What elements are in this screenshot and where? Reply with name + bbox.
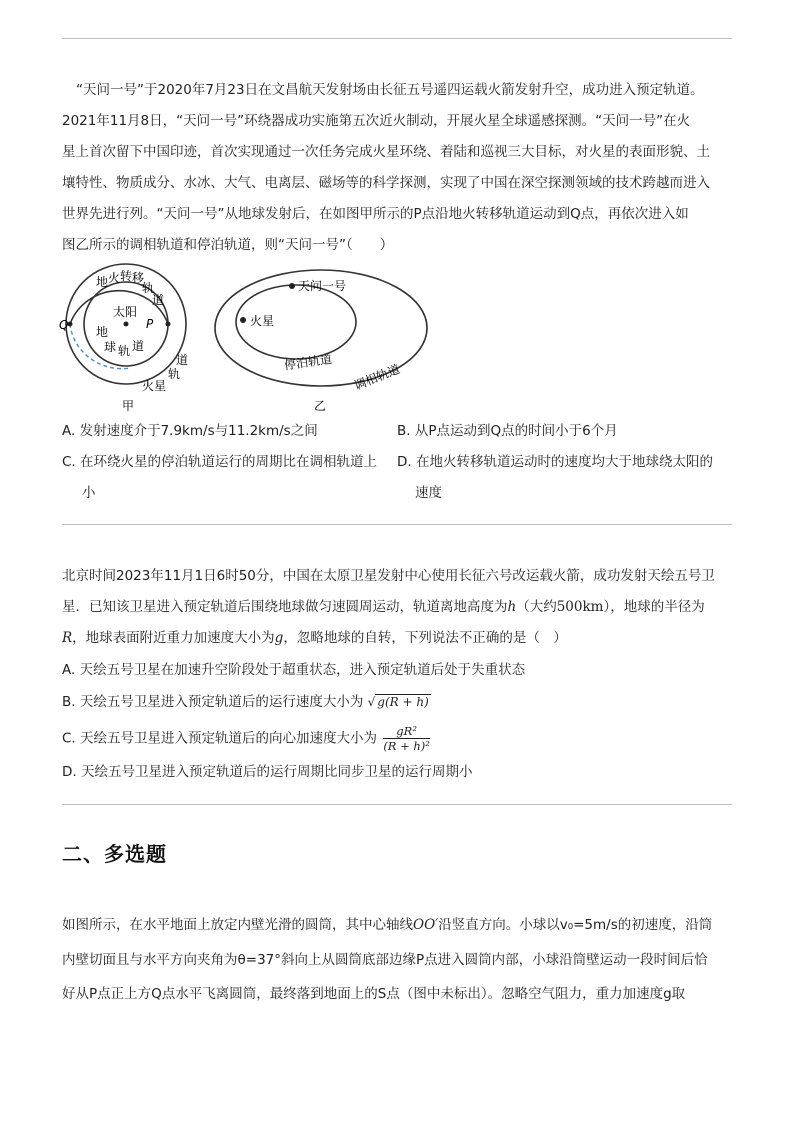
transfer-char-1: 地	[96, 275, 109, 289]
mars-char-2: 轨	[168, 367, 181, 381]
q2-option-a[interactable]: A. 天绘五号卫星在加速升空阶段处于超重状态，进入预定轨道后处于失重状态	[62, 662, 526, 678]
q1-option-d-line-1[interactable]: D. 在地火转移轨道运动时的速度均大于地球绕太阳的	[397, 454, 713, 470]
q2-line-3-text-b: ，忽略地球的自转，下列说法不正确的是（ ）	[283, 630, 567, 646]
figure-yi	[210, 268, 435, 416]
q2-option-c-fraction	[383, 724, 430, 753]
q2-line-2	[62, 597, 705, 617]
q1-line-3: 星上首次留下中国印迹，首次实现通过一次任务完成火星环绕、着陆和巡视三大目标，对火星的表面形貌、土	[62, 144, 710, 160]
q2-line-2-text-c: ），地球的半径为	[603, 599, 705, 615]
q2-option-b-sqrt: √ g(R + h)	[367, 695, 429, 709]
transfer-char-3: 转	[120, 269, 133, 283]
transfer-char-4: 移	[132, 271, 145, 285]
q2-height-symbol: h	[507, 599, 517, 615]
earth-char-2: 球	[104, 340, 117, 354]
point-q-label: Q	[59, 318, 69, 332]
sun-label: 太阳	[113, 305, 138, 319]
q2-gravity-symbol: g	[274, 630, 284, 646]
probe-dot	[289, 283, 295, 289]
q2-option-b[interactable]	[62, 692, 431, 712]
q2-line-2-text-a: 星．已知该卫星进入预定轨道后围绕地球做匀速圆周运动，轨道离地高度为	[62, 599, 508, 615]
q2-radius-symbol: R	[62, 630, 73, 646]
top-divider	[62, 38, 732, 39]
q2-option-b-radicand: g(R + h)	[377, 695, 429, 709]
q1-line-6: 图乙所示的调相轨道和停泊轨道，则“天问一号”（ ）	[62, 237, 394, 253]
q2-option-c-denominator: (R + h)²	[383, 739, 430, 753]
point-p-label: P	[146, 317, 154, 331]
q1-option-b[interactable]: B. 从P点运动到Q点的时间小于6个月	[397, 423, 618, 439]
q2-option-d[interactable]: D. 天绘五号卫星进入预定轨道后的运行周期比同步卫星的运行周期小	[62, 764, 473, 780]
point-p-dot	[166, 322, 171, 327]
transfer-char-2: 火	[108, 271, 121, 285]
q1-option-c-line-1[interactable]: C. 在环绕火星的停泊轨道运行的周期比在调相轨道上	[62, 454, 378, 470]
earth-char-3: 轨	[118, 344, 131, 358]
q1-line-1: “天问一号”于2020年7月23日在文昌航天发射场由长征五号遥四运载火箭发射升空，成功进入预定轨道。	[76, 82, 704, 98]
q3-axis-symbol: OO′	[413, 917, 439, 933]
mars-dot	[240, 317, 246, 323]
figure-yi-caption: 乙	[314, 399, 327, 413]
q3-line-1	[62, 915, 712, 935]
q2-option-c-numerator: gR²	[383, 724, 430, 739]
mars-label: 火星	[250, 314, 275, 328]
q2-line-2-text-b: （大约	[516, 599, 557, 615]
sun-dot	[124, 322, 129, 327]
earth-char-4: 道	[132, 339, 145, 353]
parking-label: 停泊轨道	[283, 352, 333, 373]
q2-option-c[interactable]	[62, 724, 430, 753]
q2-option-b-text: B. 天绘五号卫星进入预定轨道后的运行速度大小为	[62, 694, 364, 710]
q1-option-c-line-2[interactable]: 小	[82, 485, 96, 501]
q3-line-1-text-b: 沿竖直方向。小球以v₀=5m/s的初速度，沿筒	[438, 917, 713, 933]
transfer-char-5: 轨	[142, 281, 155, 295]
q1-option-a[interactable]: A. 发射速度介于7.9km/s与11.2km/s之间	[62, 423, 318, 439]
figure-jia	[60, 262, 200, 414]
phasing-label: 调相轨道	[352, 361, 402, 393]
divider-1	[62, 524, 732, 525]
probe-label: 天问一号	[298, 279, 347, 293]
transfer-char-6: 道	[152, 293, 165, 307]
q2-line-3	[62, 628, 567, 648]
q2-option-c-text: C. 天绘五号卫星进入预定轨道后的向心加速度大小为	[62, 730, 378, 747]
q1-line-2: 2021年11月8日，“天问一号”环绕器成功实施第五次近火制动，开展火星全球遥感探测。“天问一号”在火	[62, 113, 691, 129]
mars-char-3: 火星	[142, 379, 167, 393]
q1-line-4: 壤特性、物质成分、水冰、大气、电离层、磁场等的科学探测，实现了中国在深空探测领域的技术跨越而进入	[62, 175, 710, 191]
divider-2	[62, 804, 732, 805]
q3-line-3: 好从P点正上方Q点水平飞离圆筒，最终落到地面上的S点（图中未标出）。忽略空气阻力，重力加速度g取	[62, 986, 686, 1002]
section-title: 二、多选题	[62, 842, 167, 866]
q3-line-2: 内壁切面且与水平方向夹角为θ=37°斜向上从圆筒底部边缘P点进入圆筒内部，小球沿筒壁运动一段时间后恰	[62, 952, 708, 968]
q2-line-3-text-a: ，地球表面附近重力加速度大小为	[72, 630, 275, 646]
earth-char-1: 地	[96, 325, 109, 339]
q1-line-5: 世界先进行列。“天问一号”从地球发射后，在如图甲所示的P点沿地火转移轨道运动到Q点，再依次进入如	[62, 206, 689, 222]
mars-char-1: 道	[176, 353, 189, 367]
q3-line-1-text-a: 如图所示，在水平地面上放定内壁光滑的圆筒，其中心轴线	[62, 917, 413, 933]
q2-height-value: 500km	[556, 599, 604, 615]
q2-line-1: 北京时间2023年11月1日6时50分，中国在太原卫星发射中心使用长征六号改运载火箭，成功发射天绘五号卫	[62, 568, 715, 584]
q1-option-d-line-2[interactable]: 速度	[415, 485, 442, 501]
figure-jia-caption: 甲	[122, 399, 135, 413]
